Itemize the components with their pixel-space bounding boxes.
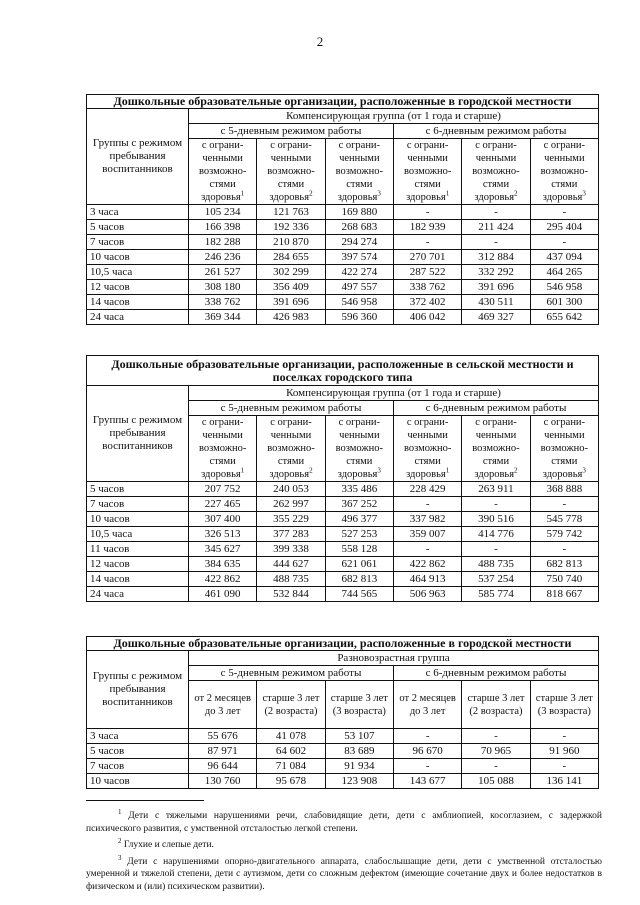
value-cell: - xyxy=(462,729,530,744)
value-cell: - xyxy=(462,497,530,512)
subheader-cell: с ограни-ченными возможно-стями здоровья$^3$ xyxy=(530,139,598,205)
value-cell: 91 934 xyxy=(325,759,393,774)
value-cell: 546 958 xyxy=(325,295,393,310)
value-cell: 123 908 xyxy=(325,774,393,789)
row-label: 3 часа xyxy=(87,729,189,744)
value-cell: 308 180 xyxy=(189,280,257,295)
value-cell: 496 377 xyxy=(325,512,393,527)
value-cell: 136 141 xyxy=(530,774,598,789)
row-label: 14 часов xyxy=(87,295,189,310)
value-cell: 338 762 xyxy=(393,280,461,295)
mode6-header: с 6-дневным режимом работы xyxy=(393,401,598,416)
value-cell: 268 683 xyxy=(325,220,393,235)
value-cell: 228 429 xyxy=(393,482,461,497)
value-cell: 497 557 xyxy=(325,280,393,295)
row-label: 24 часа xyxy=(87,310,189,325)
table-row xyxy=(87,587,599,602)
row-label: 10,5 часа xyxy=(87,527,189,542)
value-cell: 294 274 xyxy=(325,235,393,250)
footnote: $^2$ Глухие и слепые дети. xyxy=(118,837,214,851)
value-cell: 182 288 xyxy=(189,235,257,250)
table-row xyxy=(87,235,599,250)
value-cell: 263 911 xyxy=(462,482,530,497)
value-cell: 91 960 xyxy=(530,744,598,759)
value-cell: 406 042 xyxy=(393,310,461,325)
value-cell: 621 061 xyxy=(325,557,393,572)
value-cell: - xyxy=(393,542,461,557)
row-label: 10 часов xyxy=(87,774,189,789)
value-cell: 444 627 xyxy=(257,557,325,572)
value-cell: 430 511 xyxy=(462,295,530,310)
footnotes xyxy=(86,806,602,893)
value-cell: 527 253 xyxy=(325,527,393,542)
value-cell: 390 516 xyxy=(462,512,530,527)
value-cell: - xyxy=(393,497,461,512)
value-cell: 469 327 xyxy=(462,310,530,325)
value-cell: 55 676 xyxy=(189,729,257,744)
table-row xyxy=(87,482,599,497)
value-cell: - xyxy=(530,497,598,512)
subheader-cell: с ограни-ченными возможно-стями здоровья$^2$ xyxy=(462,416,530,482)
mode6-header: с 6-дневным режимом работы xyxy=(393,124,598,139)
value-cell: - xyxy=(530,542,598,557)
subheader-cell: с ограни-ченными возможно-стями здоровья$^3$ xyxy=(325,416,393,482)
value-cell: 461 090 xyxy=(189,587,257,602)
value-cell: 95 678 xyxy=(257,774,325,789)
value-cell: 422 862 xyxy=(189,572,257,587)
value-cell: - xyxy=(393,205,461,220)
value-cell: 207 752 xyxy=(189,482,257,497)
mode5-header: с 5-дневным режимом работы xyxy=(189,124,394,139)
value-cell: 545 778 xyxy=(530,512,598,527)
table-row xyxy=(87,729,599,744)
value-cell: 53 107 xyxy=(325,729,393,744)
value-cell: 130 760 xyxy=(189,774,257,789)
value-cell: 169 880 xyxy=(325,205,393,220)
footnote: $^3$ Дети с нарушениями опорно-двигательного аппарата, слабослышащие дети, дети с умственной отсталостью умеренной и тяжелой степени, дети с аутизмом, дети со сложным дефектом (имеющие сочетание двух и более недостатков в физическом и (или) психическом развитии). xyxy=(86,853,602,892)
value-cell: 70 965 xyxy=(462,744,530,759)
row-label: 7 часов xyxy=(87,235,189,250)
value-cell: 585 774 xyxy=(462,587,530,602)
table-row xyxy=(87,205,599,220)
value-cell: 284 655 xyxy=(257,250,325,265)
value-cell: - xyxy=(462,759,530,774)
row-label: 11 часов xyxy=(87,542,189,557)
footnote-separator xyxy=(86,800,204,801)
value-cell: 87 971 xyxy=(189,744,257,759)
value-cell: - xyxy=(530,235,598,250)
value-cell: 302 299 xyxy=(257,265,325,280)
table-row xyxy=(87,774,599,789)
table-row xyxy=(87,220,599,235)
value-cell: 210 870 xyxy=(257,235,325,250)
table-title: Дошкольные образовательные организации, расположенные в городской местности xyxy=(87,637,599,651)
value-cell: 64 602 xyxy=(257,744,325,759)
subheader-cell: с ограни-ченными возможно-стями здоровья$^1$ xyxy=(393,416,461,482)
value-cell: - xyxy=(393,235,461,250)
value-cell: 682 813 xyxy=(325,572,393,587)
table-urban-compensating xyxy=(86,94,599,325)
value-cell: 368 888 xyxy=(530,482,598,497)
row-label: 5 часов xyxy=(87,744,189,759)
value-cell: 240 053 xyxy=(257,482,325,497)
table-rural-compensating xyxy=(86,355,599,602)
main-header: Компенсирующая группа (от 1 года и старше) xyxy=(189,386,599,401)
value-cell: 261 527 xyxy=(189,265,257,280)
table-row xyxy=(87,759,599,774)
value-cell: 558 128 xyxy=(325,542,393,557)
table-row xyxy=(87,557,599,572)
value-cell: - xyxy=(462,205,530,220)
value-cell: - xyxy=(462,542,530,557)
value-cell: 83 689 xyxy=(325,744,393,759)
value-cell: 105 234 xyxy=(189,205,257,220)
subheader-cell: с ограни-ченными возможно-стями здоровья$^2$ xyxy=(257,416,325,482)
row-label: 12 часов xyxy=(87,280,189,295)
value-cell: 211 424 xyxy=(462,220,530,235)
value-cell: 422 274 xyxy=(325,265,393,280)
value-cell: 295 404 xyxy=(530,220,598,235)
value-cell: 537 254 xyxy=(462,572,530,587)
row-label: 10 часов xyxy=(87,512,189,527)
value-cell: 356 409 xyxy=(257,280,325,295)
value-cell: 337 982 xyxy=(393,512,461,527)
value-cell: 182 939 xyxy=(393,220,461,235)
value-cell: 143 677 xyxy=(393,774,461,789)
value-cell: 246 236 xyxy=(189,250,257,265)
value-cell: - xyxy=(393,759,461,774)
value-cell: 262 997 xyxy=(257,497,325,512)
value-cell: 345 627 xyxy=(189,542,257,557)
main-header: Компенсирующая группа (от 1 года и старше) xyxy=(189,109,599,124)
value-cell: 96 644 xyxy=(189,759,257,774)
subheader-cell: с ограни-ченными возможно-стями здоровья$^1$ xyxy=(393,139,461,205)
value-cell: 437 094 xyxy=(530,250,598,265)
value-cell: 546 958 xyxy=(530,280,598,295)
subheader-cell: старше 3 лет (2 возраста) xyxy=(462,681,530,729)
page-number: 2 xyxy=(316,34,324,49)
footnote: $^1$ Дети с тяжелыми нарушениями речи, слабовидящие дети, дети с амблиопией, косоглазием, с задержкой психического развития, с умственной отсталостью легкой степени. xyxy=(86,808,602,834)
table-row xyxy=(87,512,599,527)
subheader-cell: старше 3 лет (2 возраста) xyxy=(257,681,325,729)
value-cell: 121 763 xyxy=(257,205,325,220)
table-row xyxy=(87,527,599,542)
subheader-cell: с ограни-ченными возможно-стями здоровья$^2$ xyxy=(462,139,530,205)
value-cell: 335 486 xyxy=(325,482,393,497)
main-header: Разновозрастная группа xyxy=(189,651,599,666)
value-cell: 818 667 xyxy=(530,587,598,602)
table-row xyxy=(87,572,599,587)
table-urban-mixed-age xyxy=(86,636,599,789)
subheader-cell: с ограни-ченными возможно-стями здоровья$^3$ xyxy=(325,139,393,205)
row-label: 12 часов xyxy=(87,557,189,572)
value-cell: - xyxy=(393,729,461,744)
row-label: 10,5 часа xyxy=(87,265,189,280)
row-label: 3 часа xyxy=(87,205,189,220)
value-cell: 227 465 xyxy=(189,497,257,512)
row-label: 5 часов xyxy=(87,220,189,235)
mode6-header: с 6-дневным режимом работы xyxy=(393,666,598,681)
value-cell: 750 740 xyxy=(530,572,598,587)
value-cell: 105 088 xyxy=(462,774,530,789)
value-cell: 326 513 xyxy=(189,527,257,542)
value-cell: 372 402 xyxy=(393,295,461,310)
row-label: 14 часов xyxy=(87,572,189,587)
group-header: Группы с режимом пребывания воспитанников xyxy=(87,109,189,205)
value-cell: 488 735 xyxy=(257,572,325,587)
row-label: 10 часов xyxy=(87,250,189,265)
subheader-cell: с ограни-ченными возможно-стями здоровья$^3$ xyxy=(530,416,598,482)
value-cell: 488 735 xyxy=(462,557,530,572)
table-title: Дошкольные образовательные организации, расположенные в городской местности xyxy=(87,95,599,109)
table-title: Дошкольные образовательные организации, расположенные в сельской местности и поселках городского типа xyxy=(87,356,599,386)
value-cell: 464 265 xyxy=(530,265,598,280)
table-row xyxy=(87,497,599,512)
value-cell: 307 400 xyxy=(189,512,257,527)
value-cell: 744 565 xyxy=(325,587,393,602)
value-cell: - xyxy=(530,759,598,774)
value-cell: 596 360 xyxy=(325,310,393,325)
value-cell: 71 084 xyxy=(257,759,325,774)
value-cell: 397 574 xyxy=(325,250,393,265)
mode5-header: с 5-дневным режимом работы xyxy=(189,401,394,416)
subheader-cell: от 2 месяцев до 3 лет xyxy=(393,681,461,729)
table-row xyxy=(87,295,599,310)
table-row xyxy=(87,542,599,557)
value-cell: 338 762 xyxy=(189,295,257,310)
subheader-cell: с ограни-ченными возможно-стями здоровья$^2$ xyxy=(257,139,325,205)
value-cell: 369 344 xyxy=(189,310,257,325)
mode5-header: с 5-дневным режимом работы xyxy=(189,666,394,681)
value-cell: 332 292 xyxy=(462,265,530,280)
table-row xyxy=(87,250,599,265)
value-cell: 270 701 xyxy=(393,250,461,265)
row-label: 7 часов xyxy=(87,497,189,512)
subheader-cell: старше 3 лет (3 возраста) xyxy=(530,681,598,729)
value-cell: 384 635 xyxy=(189,557,257,572)
value-cell: - xyxy=(462,235,530,250)
value-cell: 377 283 xyxy=(257,527,325,542)
value-cell: 399 338 xyxy=(257,542,325,557)
value-cell: 532 844 xyxy=(257,587,325,602)
value-cell: 41 078 xyxy=(257,729,325,744)
value-cell: 96 670 xyxy=(393,744,461,759)
subheader-cell: от 2 месяцев до 3 лет xyxy=(189,681,257,729)
row-label: 5 часов xyxy=(87,482,189,497)
value-cell: 601 300 xyxy=(530,295,598,310)
value-cell: 414 776 xyxy=(462,527,530,542)
value-cell: 682 813 xyxy=(530,557,598,572)
subheader-cell: с ограни-ченными возможно-стями здоровья$^1$ xyxy=(189,416,257,482)
subheader-cell: с ограни-ченными возможно-стями здоровья$^1$ xyxy=(189,139,257,205)
value-cell: 355 229 xyxy=(257,512,325,527)
table-row xyxy=(87,280,599,295)
value-cell: 655 642 xyxy=(530,310,598,325)
value-cell: 579 742 xyxy=(530,527,598,542)
table-row xyxy=(87,310,599,325)
table-row xyxy=(87,744,599,759)
value-cell: 166 398 xyxy=(189,220,257,235)
value-cell: 422 862 xyxy=(393,557,461,572)
value-cell: 287 522 xyxy=(393,265,461,280)
value-cell: 464 913 xyxy=(393,572,461,587)
value-cell: 506 963 xyxy=(393,587,461,602)
value-cell: 426 983 xyxy=(257,310,325,325)
group-header: Группы с режимом пребывания воспитанников xyxy=(87,386,189,482)
value-cell: 391 696 xyxy=(462,280,530,295)
row-label: 7 часов xyxy=(87,759,189,774)
row-label: 24 часа xyxy=(87,587,189,602)
value-cell: 192 336 xyxy=(257,220,325,235)
value-cell: 367 252 xyxy=(325,497,393,512)
value-cell: - xyxy=(530,205,598,220)
value-cell: 312 884 xyxy=(462,250,530,265)
table-row xyxy=(87,265,599,280)
value-cell: - xyxy=(530,729,598,744)
group-header: Группы с режимом пребывания воспитанников xyxy=(87,651,189,729)
value-cell: 359 007 xyxy=(393,527,461,542)
value-cell: 391 696 xyxy=(257,295,325,310)
subheader-cell: старше 3 лет (3 возраста) xyxy=(325,681,393,729)
